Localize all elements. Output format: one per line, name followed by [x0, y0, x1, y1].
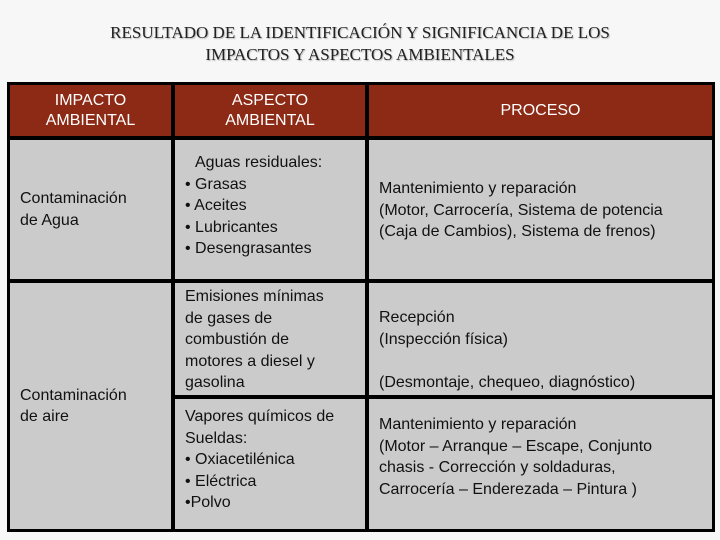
header-proceso: PROCESO: [369, 85, 712, 136]
header-impacto: IMPACTO AMBIENTAL: [10, 85, 171, 136]
list-item: • Lubricantes: [185, 218, 278, 236]
list-item: • Grasas: [185, 175, 247, 193]
list-item: • Aceites: [185, 197, 247, 214]
proceso-agua: Mantenimiento y reparación (Motor, Carrocería, Sistema de potencia (Caja de Cambios), Sistema de frenos): [369, 140, 712, 279]
impacto-aire: Contaminación de aire: [10, 283, 171, 529]
aspecto-vapores: Vapores químicos de Sueldas: • Oxiacetilénica • Eléctrica •Polvo: [175, 399, 365, 529]
proceso-vapores: Mantenimiento y reparación (Motor – Arranque – Escape, Conjunto chasis - Corrección y soldaduras, Carrocería – Enderezada – Pintura ): [369, 399, 712, 529]
impacto-agua: Contaminación de Agua: [10, 140, 171, 279]
aspecto-agua-heading: Aguas residuales:: [195, 154, 323, 171]
results-table: [7, 82, 715, 532]
aspecto-agua: [175, 140, 365, 279]
header-aspecto: ASPECTO AMBIENTAL: [175, 85, 365, 136]
page-title: [20, 22, 700, 66]
aspecto-agua-list: [185, 174, 365, 260]
title-line-1: RESULTADO DE LA IDENTIFICACIÓN Y SIGNIFICANCIA DE LOS: [110, 23, 610, 42]
list-item: • Desengrasantes: [185, 240, 312, 257]
aspecto-emisiones: Emisiones mínimas de gases de combustión de motores a diesel y gasolina: [175, 283, 365, 395]
proceso-emisiones: Recepción (Inspección física) (Desmontaje, chequeo, diagnóstico): [369, 283, 712, 395]
title-line-2: IMPACTOS Y ASPECTOS AMBIENTALES: [205, 45, 515, 64]
